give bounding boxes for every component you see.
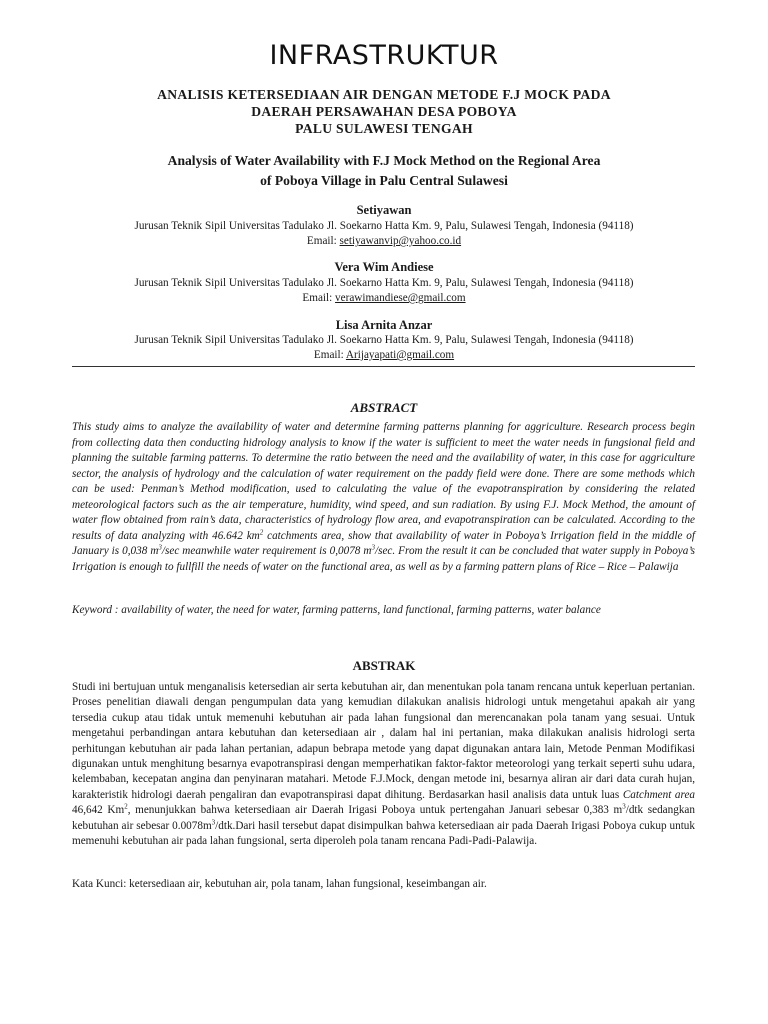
author-email-line bbox=[0, 291, 768, 305]
abstrak-italic-term: Catchment area bbox=[622, 788, 696, 801]
keywords-indonesian: Kata Kunci: ketersediaan air, kebutuhan air, pola tanam, lahan fungsional, keseimbangan air. bbox=[72, 878, 487, 890]
superscript: 3 bbox=[158, 543, 162, 552]
superscript: 3 bbox=[211, 817, 216, 826]
paper-title-indonesian bbox=[84, 86, 684, 137]
superscript: 2 bbox=[259, 527, 264, 536]
abstrak-heading: ABSTRAK bbox=[352, 658, 416, 673]
abstract-heading: ABSTRACT bbox=[350, 400, 418, 415]
abstract-text-part: /sec. From the result it can be concluded that water supply in Poboya’s Irrigation is enough to fullfill the needs of water on the functional area, as well as by a farming pattern plans of Rice – Rice – Palawija bbox=[72, 545, 695, 573]
author-email-line bbox=[0, 234, 768, 248]
author-name: Vera Wim Andiese bbox=[334, 260, 434, 274]
superscript: 3 bbox=[371, 543, 375, 552]
author-email-link[interactable]: Arijayapati@gmail.com bbox=[345, 349, 455, 361]
email-label: Email: bbox=[302, 292, 333, 304]
author-affiliation: Jurusan Teknik Sipil Universitas Tadulako Jl. Soekarno Hatta Km. 9, Palu, Sulawesi Tengah, Indonesia (94118) bbox=[134, 277, 634, 289]
author-email-link[interactable]: setiyawanvip@yahoo.co.id bbox=[339, 235, 462, 247]
abstrak-text bbox=[72, 680, 695, 849]
author-email-link[interactable]: verawimandiese@gmail.com bbox=[335, 292, 466, 304]
author-name: Lisa Arnita Anzar bbox=[335, 318, 433, 332]
abstrak-text-part: Studi ini bertujuan untuk menganalisis ketersedian air serta kebutuhan air, dan menentukan pola tanam rencana untuk keperluan pertanian. Proses penelitian diawali dengan pengumpulan data yang kemudian dilakukan analisis hidrologi untuk mengetahui apakah air yang tersedia cukup atau tidak untuk memenuhi kebutuhan air pada lahan fungsional dan merencanakan pola tanam yang sesuai. Untuk mengetahui perbandingan antara kebutuhan dan ketersediaan air , dalam hal ini pertanian, maka dilakukan analisis hidrologi serta perhitungan kebutuhan air pada lahan pertanian, adapun bebrapa metode yang dapat digunakan antara lain, Metode Penman Modifikasi digunakan untuk menghitung besarnya evapotranspirasi dengan memperhatikan faktor-faktor meteorologi yang terkait seperti suhu udara, kelembaban, kecepatan angina dan penyinaran matahari. Metode F.J.Mock, dengan metode ini, besarnya aliran air dari data curah hujan, karakteristik hidrologi daerah pengaliran dan evapotranspirasi dapat dihitung. Berdasarkan hasil analisis data untuk luas bbox=[72, 681, 695, 801]
journal-name: INFRASTRUKTUR bbox=[269, 40, 499, 71]
author-affiliation: Jurusan Teknik Sipil Universitas Tadulako Jl. Soekarno Hatta Km. 9, Palu, Sulawesi Tengah, Indonesia (94118) bbox=[134, 220, 634, 232]
paper-title-english bbox=[84, 151, 684, 191]
superscript: 2 bbox=[124, 802, 128, 811]
abstract-text-part: This study aims to analyze the availability of water and determine farming patterns planning for aggriculture. Research process begin from collecting data then conducting hidrology analysis to know if the water is sufficient to meet the water needs in fungsional field and planning the suitable farming patterns. To determine the ratio between the need and the availability of water, in this case for aggriculture sector, the analysis of hydrology and the calculation of water requirement on the paddy field were done. There are some methods which can be used: Penman’s Method modification, used to calculating the value of the evapotranspiration by considering the related meteorological factors such as the air temperature, humidity, wind speed, and sun radiation. By using F.J. Mock Method, the amount of water flow obtained from rain’s data, characteristics of hydrology flow area, and evapotranspiration can be calculated. According to the results of data analyzing with 46.642 km bbox=[72, 421, 695, 542]
abstract-text bbox=[72, 420, 695, 575]
abstract-text-part: catchments area, show that availability of water in Poboya’s Irrigation field in the middle of January is 0,038 m bbox=[72, 529, 695, 557]
title-id-line: ANALISIS KETERSEDIAAN AIR DENGAN METODE F.J MOCK PADA bbox=[157, 87, 611, 102]
header-divider bbox=[72, 366, 695, 367]
abstrak-text-part: /dtk.Dari hasil tersebut dapat disimpulkan bahwa ketersediaan air pada Daerah Irigasi Poboya cukup untuk memenuhi kebutuhan air pada lahan fungsional, serta diperoleh pola tanam rencana Padi-Padi-Palawija. bbox=[72, 819, 695, 848]
abstrak-text-part: 46,642 Km bbox=[72, 804, 125, 817]
title-id-line: PALU SULAWESI TENGAH bbox=[295, 121, 473, 136]
author-email-line bbox=[0, 348, 768, 362]
title-en-line: Analysis of Water Availability with F.J Mock Method on the Regional Area bbox=[167, 153, 601, 168]
superscript: 3 bbox=[622, 802, 626, 811]
title-id-line: DAERAH PERSAWAHAN DESA POBOYA bbox=[251, 104, 517, 119]
email-label: Email: bbox=[306, 235, 337, 247]
abstrak-text-part: , menunjukkan bahwa ketersediaan air Daerah Irigasi Poboya untuk pertengahan Januari sebesar 0,383 m bbox=[127, 804, 623, 817]
author-name: Setiyawan bbox=[356, 203, 412, 217]
email-label: Email: bbox=[313, 349, 344, 361]
author-affiliation: Jurusan Teknik Sipil Universitas Tadulako Jl. Soekarno Hatta Km. 9, Palu, Sulawesi Tengah, Indonesia (94118) bbox=[134, 334, 634, 346]
abstract-text-part: /sec meanwhile water requirement is 0,0078 m bbox=[161, 545, 372, 557]
keywords-english: Keyword : availability of water, the need for water, farming patterns, land functional, farming patterns, water balance bbox=[72, 604, 601, 616]
title-en-line: of Poboya Village in Palu Central Sulawesi bbox=[260, 173, 508, 188]
abstrak-text-part: /dtk sedangkan kebutuhan air sebesar 0.0078m bbox=[72, 804, 695, 832]
